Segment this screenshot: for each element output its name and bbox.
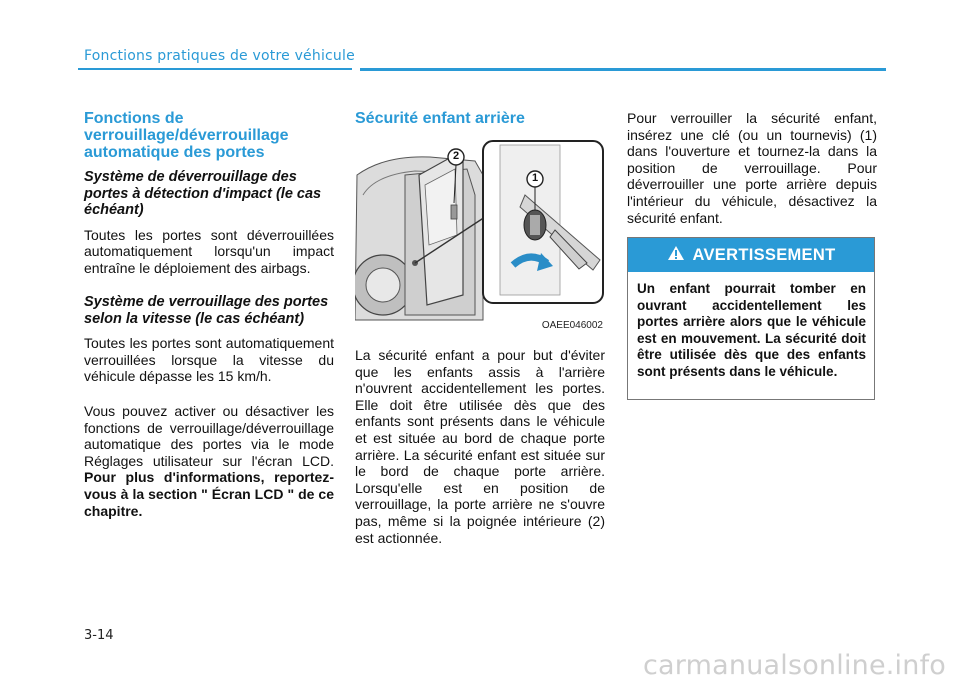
paragraph-speed-lock: Toutes les portes sont automatiquement verrouillées lorsque la vitesse du véhicule dépasse les 15 km/h. [84,335,334,385]
header-title: Fonctions pratiques de votre véhicule [84,48,355,64]
warning-title: AVERTISSEMENT [692,245,836,264]
section-heading-child-lock: Sécurité enfant arrière [355,110,525,127]
warning-header [628,238,874,272]
callout-1: 1 [531,172,539,184]
warning-text: Un enfant pourrait tomber en ouvrant accidentellement les portes arrière alors que le véhicule est en mouvement. La sécurité doit être utilisée dès que des enfants sont présents dans le véhicule. [637,281,866,379]
header-rule-right [360,68,886,71]
paragraph-lcd-settings-text: Vous pouvez activer ou désactiver les fonctions de verrouillage/déverrouillage automatique des portes via le mode Réglages utilisateur sur l'écran LCD. [84,403,334,469]
subheading-speed-lock: Système de verrouillage des portes selon la vitesse (le cas échéant) [84,294,329,327]
paragraph-child-lock: La sécurité enfant a pour but d'éviter que les enfants assis à l'arrière n'ouvrent accidentellement les portes. Elle doit être utilisée dès que des enfants sont présents dans le véhicule et est située au bord de chaque porte arrière. La sécurité enfant est située sur le bord de chaque porte arrière. Lorsqu'elle est en position de verrouillage, la porte arrière ne s'ouvre pas, même si la poignée intérieure (2) est actionnée. [355,347,605,546]
paragraph-impact-unlock: Toutes les portes sont déverrouillées automatiquement lorsqu'un impact entraîne le déploiement des airbags. [84,226,334,276]
callout-2: 2 [452,150,460,162]
child-lock-illustration [355,135,605,335]
column-right [627,110,877,244]
paragraph-lcd-settings-bold: Pour plus d'informations, reportez-vous à la section " Écran LCD " de ce chapitre. [84,469,334,519]
column-left [84,110,334,537]
warning-triangle-icon [667,245,685,266]
column-middle [355,110,605,564]
page-number: 3-14 [84,628,114,643]
figure-code: OAEE046002 [541,320,603,331]
paragraph-child-lock-usage: Pour verrouiller la sécurité enfant, insérez une clé (ou un tournevis) (1) dans l'ouverture et tournez-la dans la position de verrouillage. Pour déverrouiller une porte arrière depuis l'intérieur du véhicule, désactivez la sécurité enfant. [627,110,877,226]
car-door-illustration [355,135,605,335]
watermark: carmanualsonline.info [643,650,946,681]
section-heading-auto-lock: Fonctions de verrouillage/déverrouillage automatique des portes [84,110,289,161]
warning-box [627,237,875,400]
header-rule-left [78,68,352,70]
paragraph-lcd-settings [84,403,334,519]
subheading-impact-unlock: Système de déverrouillage des portes à détection d'impact (le cas échéant) [84,169,322,218]
